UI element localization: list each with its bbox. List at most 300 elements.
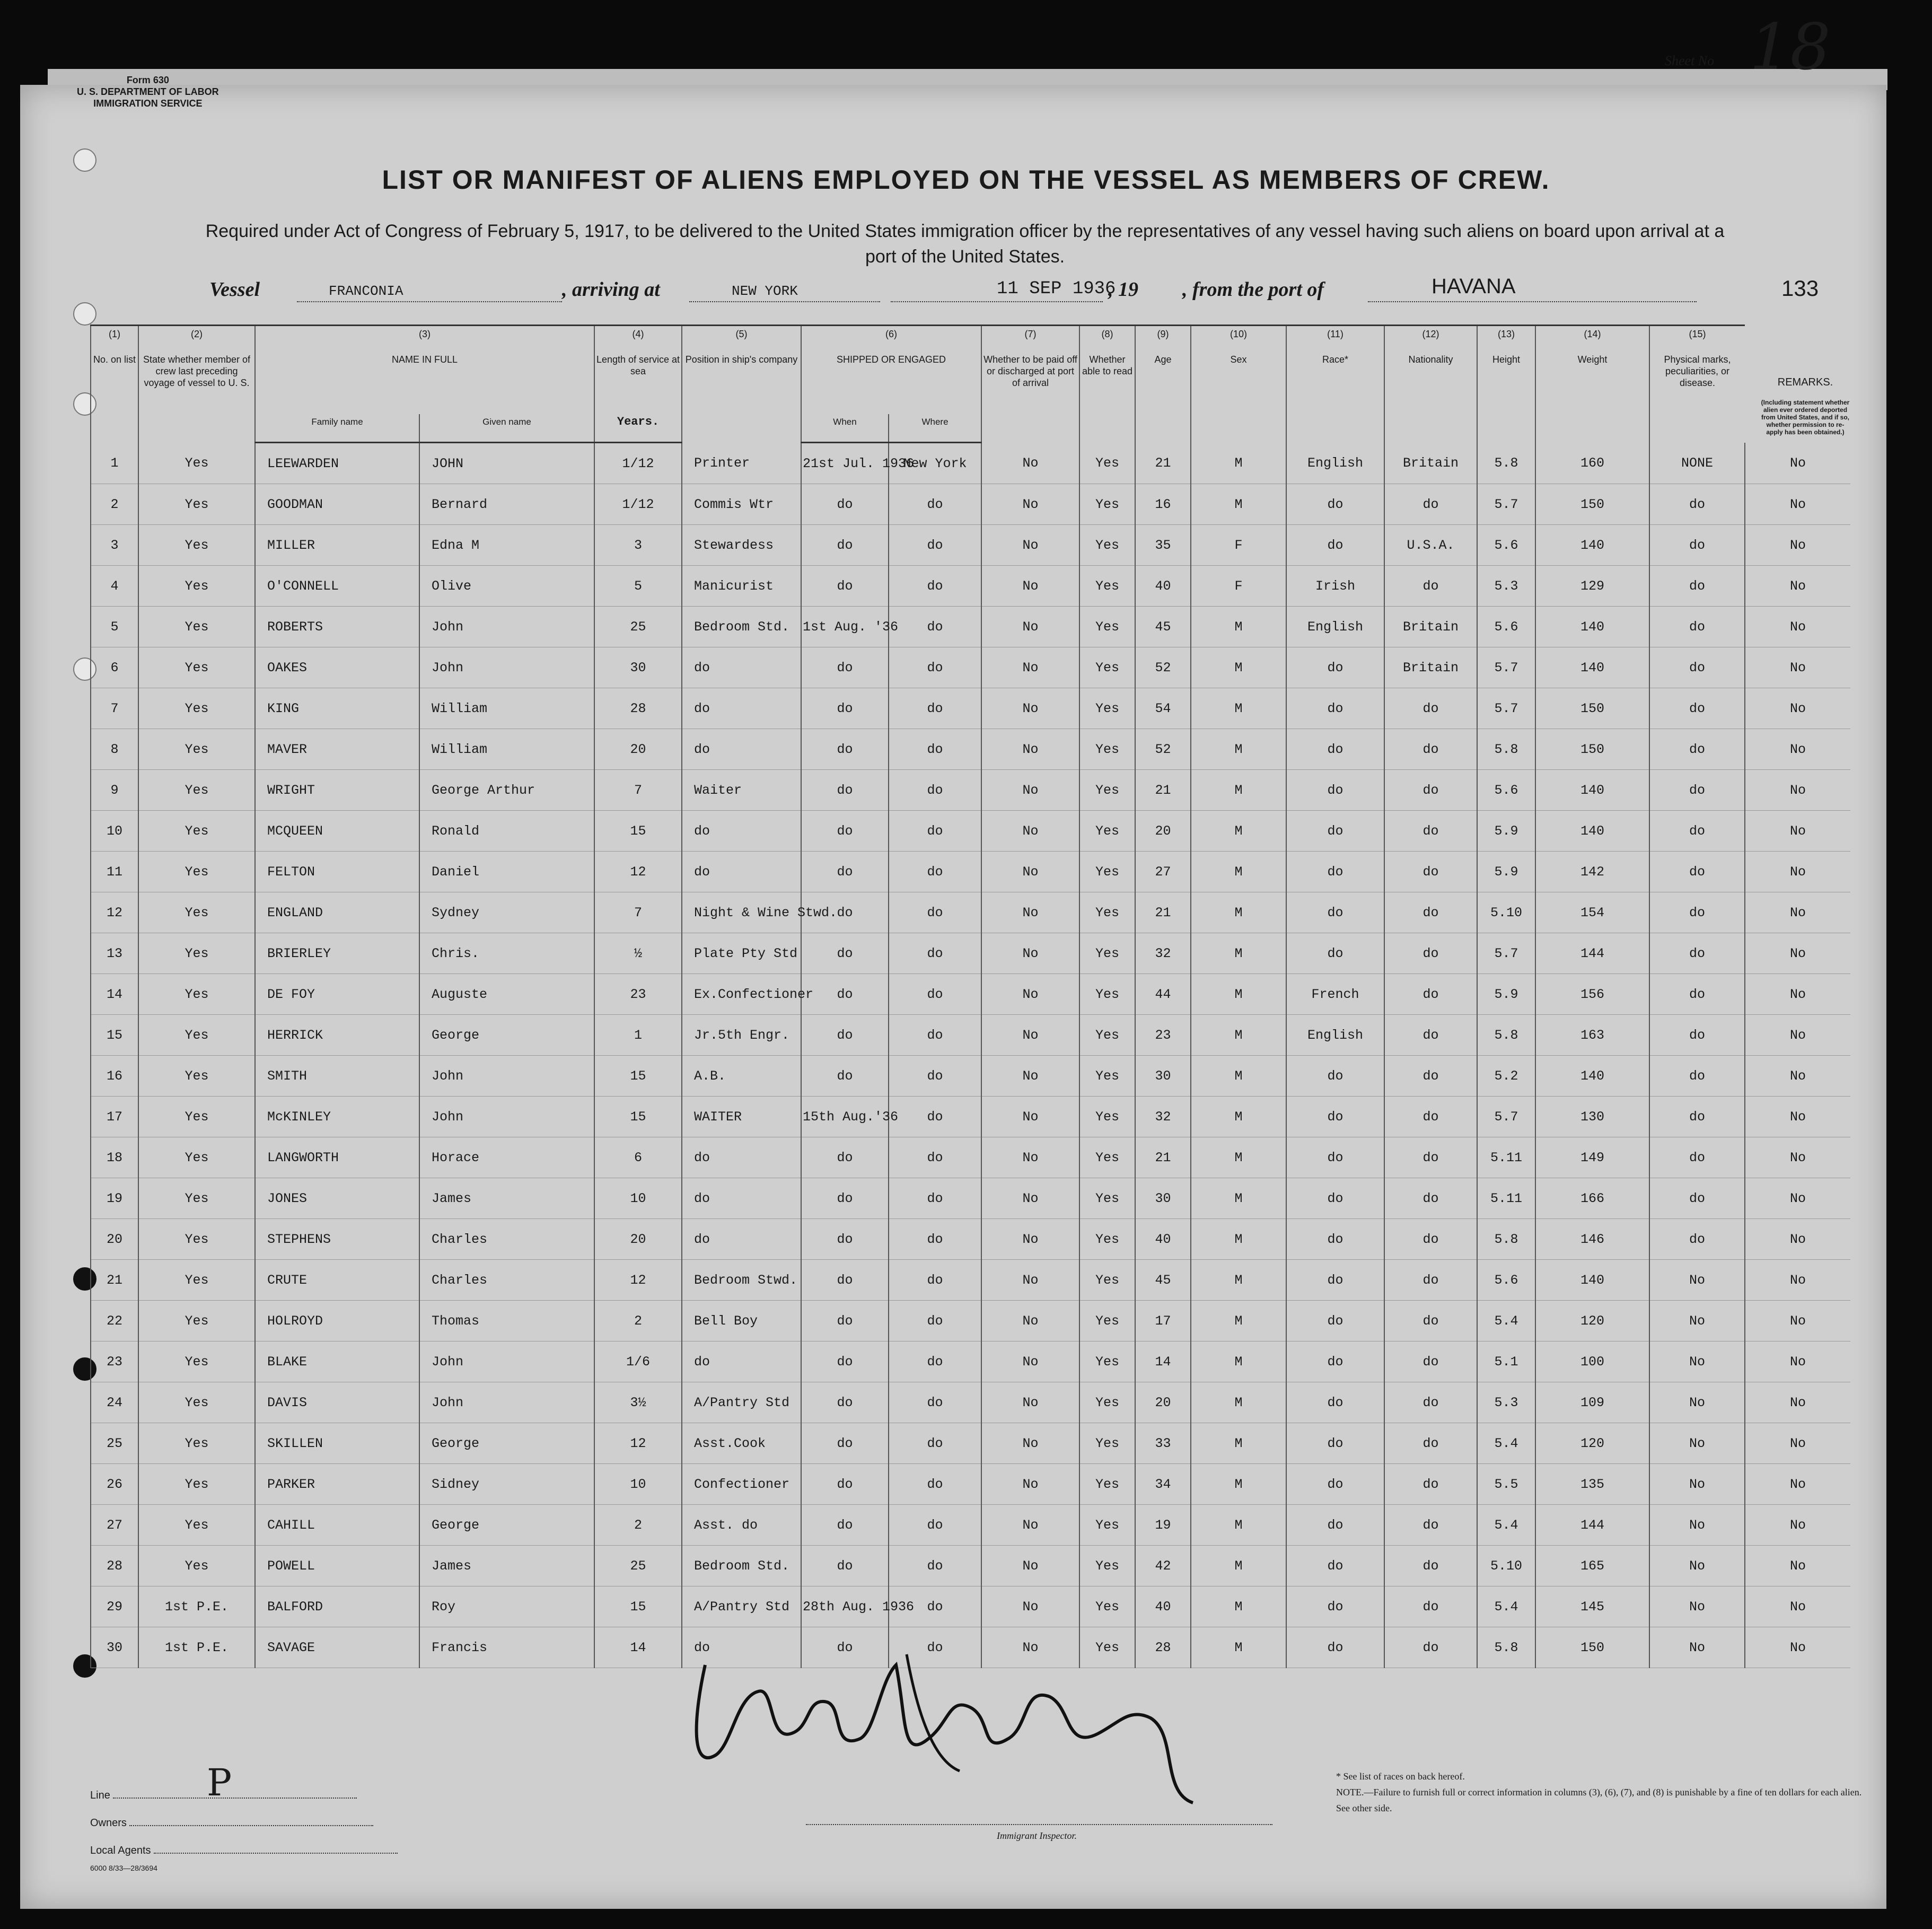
col-num: (14) bbox=[1535, 326, 1649, 352]
cell-when: do bbox=[801, 1464, 889, 1505]
cell-position: A/Pantry Std bbox=[682, 1382, 801, 1423]
sheet-number: 18 bbox=[1750, 11, 1831, 84]
cell-position: Asst.Cook bbox=[682, 1423, 801, 1464]
cell-no: 21 bbox=[91, 1260, 138, 1301]
cell-no: 3 bbox=[91, 525, 138, 566]
table-row bbox=[91, 566, 1850, 607]
cell-race: do bbox=[1286, 1260, 1384, 1301]
col-num: (4) bbox=[594, 326, 682, 352]
cell-remarks: No bbox=[1745, 1015, 1850, 1056]
cell-no: 1 bbox=[91, 443, 138, 484]
cell-read: Yes bbox=[1079, 1137, 1135, 1178]
cell-when: do bbox=[801, 1341, 889, 1382]
cell-weight: 160 bbox=[1535, 443, 1649, 484]
cell-weight: 154 bbox=[1535, 892, 1649, 933]
line-mark: P bbox=[207, 1761, 232, 1804]
cell-age: 44 bbox=[1135, 974, 1191, 1015]
cell-paid: No bbox=[981, 729, 1079, 770]
note-races: * See list of races on back hereof. bbox=[1336, 1771, 1465, 1782]
cell-read: Yes bbox=[1079, 1341, 1135, 1382]
cell-family: SAVAGE bbox=[255, 1627, 419, 1668]
cell-race: do bbox=[1286, 811, 1384, 852]
cell-no: 19 bbox=[91, 1178, 138, 1219]
line-field bbox=[113, 1798, 357, 1799]
cell-family: PARKER bbox=[255, 1464, 419, 1505]
cell-nationality: do bbox=[1384, 484, 1477, 525]
cell-service: 15 bbox=[594, 1097, 682, 1137]
cell-state: Yes bbox=[138, 1341, 255, 1382]
cell-height: 5.6 bbox=[1477, 525, 1535, 566]
cell-position: Manicurist bbox=[682, 566, 801, 607]
cell-state: 1st P.E. bbox=[138, 1586, 255, 1627]
cell-marks: No bbox=[1649, 1505, 1745, 1546]
table-row bbox=[91, 974, 1850, 1015]
cell-weight: 150 bbox=[1535, 1627, 1649, 1668]
cell-age: 34 bbox=[1135, 1464, 1191, 1505]
cell-race: English bbox=[1286, 1015, 1384, 1056]
cell-given: Roy bbox=[419, 1586, 594, 1627]
cell-position: do bbox=[682, 647, 801, 688]
table-row bbox=[91, 1382, 1850, 1423]
cell-position: Plate Pty Std bbox=[682, 933, 801, 974]
cell-sex: M bbox=[1191, 1137, 1286, 1178]
crew-manifest-table bbox=[90, 325, 1850, 1668]
cell-marks: do bbox=[1649, 525, 1745, 566]
cell-state: Yes bbox=[138, 1423, 255, 1464]
header-no-on-list: No. on list bbox=[91, 352, 138, 443]
header-nationality: Nationality bbox=[1384, 352, 1477, 443]
cell-race: do bbox=[1286, 1137, 1384, 1178]
cell-position: WAITER bbox=[682, 1097, 801, 1137]
cell-when: do bbox=[801, 1260, 889, 1301]
cell-marks: do bbox=[1649, 1137, 1745, 1178]
cell-weight: 135 bbox=[1535, 1464, 1649, 1505]
cell-service: 14 bbox=[594, 1627, 682, 1668]
cell-age: 21 bbox=[1135, 892, 1191, 933]
table-row bbox=[91, 1219, 1850, 1260]
footer-notes bbox=[1336, 1768, 1866, 1816]
cell-age: 21 bbox=[1135, 770, 1191, 811]
cell-remarks: No bbox=[1745, 770, 1850, 811]
header-when: When bbox=[801, 414, 889, 443]
cell-nationality: do bbox=[1384, 1219, 1477, 1260]
cell-height: 5.7 bbox=[1477, 484, 1535, 525]
cell-position: Commis Wtr bbox=[682, 484, 801, 525]
cell-service: 30 bbox=[594, 647, 682, 688]
cell-age: 21 bbox=[1135, 1137, 1191, 1178]
cell-age: 40 bbox=[1135, 1586, 1191, 1627]
cell-no: 18 bbox=[91, 1137, 138, 1178]
cell-position: do bbox=[682, 1627, 801, 1668]
cell-family: FELTON bbox=[255, 852, 419, 892]
cell-race: do bbox=[1286, 770, 1384, 811]
cell-height: 5.7 bbox=[1477, 1097, 1535, 1137]
cell-nationality: do bbox=[1384, 1505, 1477, 1546]
header-position: Position in ship's company bbox=[682, 352, 801, 443]
cell-service: 28 bbox=[594, 688, 682, 729]
cell-family: HERRICK bbox=[255, 1015, 419, 1056]
cell-no: 16 bbox=[91, 1056, 138, 1097]
table-row bbox=[91, 1464, 1850, 1505]
cell-state: 1st P.E. bbox=[138, 1627, 255, 1668]
cell-nationality: do bbox=[1384, 729, 1477, 770]
cell-when: do bbox=[801, 1178, 889, 1219]
cell-paid: No bbox=[981, 770, 1079, 811]
cell-sex: M bbox=[1191, 729, 1286, 770]
table-row bbox=[91, 1015, 1850, 1056]
cell-weight: 140 bbox=[1535, 607, 1649, 647]
cell-weight: 144 bbox=[1535, 1505, 1649, 1546]
cell-given: Bernard bbox=[419, 484, 594, 525]
cell-marks: do bbox=[1649, 1015, 1745, 1056]
cell-race: do bbox=[1286, 1382, 1384, 1423]
cell-family: BALFORD bbox=[255, 1586, 419, 1627]
cell-marks: No bbox=[1649, 1341, 1745, 1382]
vessel-name: FRANCONIA bbox=[329, 283, 403, 299]
cell-where: do bbox=[889, 647, 981, 688]
table-row bbox=[91, 852, 1850, 892]
cell-where: do bbox=[889, 811, 981, 852]
col-num: (1) bbox=[91, 326, 138, 352]
col-num: (3) bbox=[255, 326, 594, 352]
cell-where: do bbox=[889, 933, 981, 974]
cell-age: 32 bbox=[1135, 933, 1191, 974]
cell-family: BRIERLEY bbox=[255, 933, 419, 974]
cell-service: 12 bbox=[594, 852, 682, 892]
header-paid-off: Whether to be paid off or discharged at port of arrival bbox=[981, 352, 1079, 443]
arrival-date: 11 SEP 1936 bbox=[997, 279, 1116, 299]
column-number-row bbox=[91, 326, 1850, 352]
cell-state: Yes bbox=[138, 1056, 255, 1097]
cell-where: do bbox=[889, 1301, 981, 1341]
cell-state: Yes bbox=[138, 892, 255, 933]
cell-weight: 130 bbox=[1535, 1097, 1649, 1137]
cell-given: Ronald bbox=[419, 811, 594, 852]
header-able-to-read: Whether able to read bbox=[1079, 352, 1135, 443]
table-row bbox=[91, 1260, 1850, 1301]
cell-position: Waiter bbox=[682, 770, 801, 811]
cell-when: do bbox=[801, 811, 889, 852]
cell-state: Yes bbox=[138, 1464, 255, 1505]
cell-family: ENGLAND bbox=[255, 892, 419, 933]
cell-nationality: do bbox=[1384, 1586, 1477, 1627]
header-shipped-or-engaged: SHIPPED OR ENGAGED bbox=[801, 352, 981, 414]
cell-when: 15th Aug.'36 bbox=[801, 1097, 889, 1137]
cell-given: Olive bbox=[419, 566, 594, 607]
cell-where: do bbox=[889, 1137, 981, 1178]
cell-family: SMITH bbox=[255, 1056, 419, 1097]
cell-marks: do bbox=[1649, 1178, 1745, 1219]
cell-no: 8 bbox=[91, 729, 138, 770]
cell-age: 21 bbox=[1135, 443, 1191, 484]
cell-sex: M bbox=[1191, 1627, 1286, 1668]
cell-weight: 150 bbox=[1535, 484, 1649, 525]
cell-no: 15 bbox=[91, 1015, 138, 1056]
cell-marks: No bbox=[1649, 1382, 1745, 1423]
cell-age: 40 bbox=[1135, 566, 1191, 607]
cell-weight: 129 bbox=[1535, 566, 1649, 607]
cell-service: 5 bbox=[594, 566, 682, 607]
cell-given: JOHN bbox=[419, 443, 594, 484]
cell-height: 5.2 bbox=[1477, 1056, 1535, 1097]
cell-when: do bbox=[801, 1056, 889, 1097]
cell-paid: No bbox=[981, 566, 1079, 607]
cell-remarks: No bbox=[1745, 443, 1850, 484]
cell-when: do bbox=[801, 933, 889, 974]
cell-race: do bbox=[1286, 1586, 1384, 1627]
cell-remarks: No bbox=[1745, 974, 1850, 1015]
cell-family: BLAKE bbox=[255, 1341, 419, 1382]
cell-height: 5.7 bbox=[1477, 647, 1535, 688]
cell-read: Yes bbox=[1079, 566, 1135, 607]
cell-height: 5.6 bbox=[1477, 770, 1535, 811]
cell-height: 5.4 bbox=[1477, 1423, 1535, 1464]
cell-given: Sydney bbox=[419, 892, 594, 933]
cell-no: 26 bbox=[91, 1464, 138, 1505]
cell-height: 5.8 bbox=[1477, 729, 1535, 770]
cell-when: do bbox=[801, 852, 889, 892]
cell-family: O'CONNELL bbox=[255, 566, 419, 607]
cell-where: do bbox=[889, 566, 981, 607]
cell-no: 20 bbox=[91, 1219, 138, 1260]
cell-state: Yes bbox=[138, 688, 255, 729]
cell-read: Yes bbox=[1079, 933, 1135, 974]
cell-nationality: Britain bbox=[1384, 443, 1477, 484]
cell-family: DAVIS bbox=[255, 1382, 419, 1423]
cell-race: do bbox=[1286, 484, 1384, 525]
cell-sex: M bbox=[1191, 770, 1286, 811]
cell-height: 5.8 bbox=[1477, 1627, 1535, 1668]
cell-where: do bbox=[889, 852, 981, 892]
cell-service: 15 bbox=[594, 1056, 682, 1097]
cell-when: do bbox=[801, 892, 889, 933]
cell-sex: M bbox=[1191, 811, 1286, 852]
cell-marks: do bbox=[1649, 566, 1745, 607]
cell-given: John bbox=[419, 607, 594, 647]
column-header-row bbox=[91, 352, 1850, 414]
cell-state: Yes bbox=[138, 484, 255, 525]
cell-paid: No bbox=[981, 1137, 1079, 1178]
cell-where: do bbox=[889, 1586, 981, 1627]
cell-sex: M bbox=[1191, 647, 1286, 688]
cell-remarks: No bbox=[1745, 1219, 1850, 1260]
cell-weight: 142 bbox=[1535, 852, 1649, 892]
cell-age: 16 bbox=[1135, 484, 1191, 525]
cell-service: 15 bbox=[594, 811, 682, 852]
cell-nationality: do bbox=[1384, 566, 1477, 607]
cell-age: 52 bbox=[1135, 647, 1191, 688]
cell-marks: No bbox=[1649, 1260, 1745, 1301]
col-num: (12) bbox=[1384, 326, 1477, 352]
cell-remarks: No bbox=[1745, 1586, 1850, 1627]
cell-weight: 140 bbox=[1535, 811, 1649, 852]
cell-weight: 150 bbox=[1535, 688, 1649, 729]
cell-marks: No bbox=[1649, 1586, 1745, 1627]
cell-service: 2 bbox=[594, 1505, 682, 1546]
cell-service: 1/12 bbox=[594, 484, 682, 525]
cell-position: do bbox=[682, 811, 801, 852]
cell-paid: No bbox=[981, 443, 1079, 484]
owners-field bbox=[129, 1825, 373, 1826]
cell-state: Yes bbox=[138, 443, 255, 484]
cell-marks: do bbox=[1649, 607, 1745, 647]
cell-service: 23 bbox=[594, 974, 682, 1015]
header-height: Height bbox=[1477, 352, 1535, 443]
cell-state: Yes bbox=[138, 1301, 255, 1341]
cell-read: Yes bbox=[1079, 1097, 1135, 1137]
header-years: Years. bbox=[594, 414, 682, 443]
page-number: 133 bbox=[1781, 276, 1819, 301]
cell-paid: No bbox=[981, 1301, 1079, 1341]
cell-race: do bbox=[1286, 1056, 1384, 1097]
header-sex: Sex bbox=[1191, 352, 1286, 443]
cell-race: do bbox=[1286, 1097, 1384, 1137]
cell-paid: No bbox=[981, 852, 1079, 892]
cell-read: Yes bbox=[1079, 647, 1135, 688]
table-row bbox=[91, 892, 1850, 933]
cell-when: 28th Aug. 1936 bbox=[801, 1586, 889, 1627]
cell-remarks: No bbox=[1745, 1137, 1850, 1178]
inspector-caption: Immigrant Inspector. bbox=[997, 1830, 1077, 1841]
cell-sex: M bbox=[1191, 1382, 1286, 1423]
table-row bbox=[91, 1178, 1850, 1219]
cell-marks: do bbox=[1649, 647, 1745, 688]
col-num: (2) bbox=[138, 326, 255, 352]
cell-where: do bbox=[889, 1505, 981, 1546]
cell-sex: M bbox=[1191, 1546, 1286, 1586]
cell-marks: No bbox=[1649, 1464, 1745, 1505]
cell-age: 45 bbox=[1135, 607, 1191, 647]
from-port: HAVANA bbox=[1432, 275, 1516, 298]
cell-position: do bbox=[682, 688, 801, 729]
cell-service: 3½ bbox=[594, 1382, 682, 1423]
col-num: (10) bbox=[1191, 326, 1286, 352]
cell-nationality: do bbox=[1384, 1015, 1477, 1056]
header-age: Age bbox=[1135, 352, 1191, 443]
cell-position: A/Pantry Std bbox=[682, 1586, 801, 1627]
cell-read: Yes bbox=[1079, 729, 1135, 770]
cell-position: do bbox=[682, 852, 801, 892]
table-row bbox=[91, 484, 1850, 525]
cell-position: Bell Boy bbox=[682, 1301, 801, 1341]
cell-given: Chris. bbox=[419, 933, 594, 974]
cell-where: do bbox=[889, 1627, 981, 1668]
cell-paid: No bbox=[981, 1178, 1079, 1219]
cell-no: 22 bbox=[91, 1301, 138, 1341]
cell-marks: do bbox=[1649, 892, 1745, 933]
cell-race: do bbox=[1286, 1546, 1384, 1586]
col-num: (6) bbox=[801, 326, 981, 352]
cell-no: 25 bbox=[91, 1423, 138, 1464]
cell-weight: 149 bbox=[1535, 1137, 1649, 1178]
cell-race: do bbox=[1286, 1341, 1384, 1382]
cell-given: Sidney bbox=[419, 1464, 594, 1505]
cell-given: James bbox=[419, 1546, 594, 1586]
cell-age: 33 bbox=[1135, 1423, 1191, 1464]
cell-read: Yes bbox=[1079, 1260, 1135, 1301]
cell-remarks: No bbox=[1745, 1627, 1850, 1668]
cell-read: Yes bbox=[1079, 1464, 1135, 1505]
cell-service: 12 bbox=[594, 1423, 682, 1464]
cell-when: 21st Jul. 1936 bbox=[801, 443, 889, 484]
cell-marks: do bbox=[1649, 933, 1745, 974]
agents-label: Local Agents bbox=[90, 1845, 151, 1856]
cell-weight: 140 bbox=[1535, 1056, 1649, 1097]
cell-race: French bbox=[1286, 974, 1384, 1015]
table-row bbox=[91, 688, 1850, 729]
cell-family: KING bbox=[255, 688, 419, 729]
cell-remarks: No bbox=[1745, 852, 1850, 892]
cell-read: Yes bbox=[1079, 1056, 1135, 1097]
cell-sex: M bbox=[1191, 1260, 1286, 1301]
cell-age: 35 bbox=[1135, 525, 1191, 566]
cell-age: 54 bbox=[1135, 688, 1191, 729]
cell-service: 10 bbox=[594, 1464, 682, 1505]
vessel-line bbox=[0, 275, 1932, 304]
footer bbox=[90, 1761, 398, 1872]
cell-position: do bbox=[682, 1219, 801, 1260]
cell-sex: F bbox=[1191, 566, 1286, 607]
table-row bbox=[91, 1097, 1850, 1137]
header-state-whether: State whether member of crew last preceding voyage of vessel to U. S. bbox=[138, 352, 255, 443]
cell-sex: M bbox=[1191, 892, 1286, 933]
header-weight: Weight bbox=[1535, 352, 1649, 443]
cell-read: Yes bbox=[1079, 892, 1135, 933]
cell-read: Yes bbox=[1079, 770, 1135, 811]
cell-no: 12 bbox=[91, 892, 138, 933]
cell-remarks: No bbox=[1745, 484, 1850, 525]
cell-read: Yes bbox=[1079, 1505, 1135, 1546]
cell-height: 5.4 bbox=[1477, 1301, 1535, 1341]
footer-agents bbox=[90, 1837, 398, 1864]
cell-height: 5.10 bbox=[1477, 892, 1535, 933]
table-row bbox=[91, 443, 1850, 484]
cell-race: do bbox=[1286, 688, 1384, 729]
cell-nationality: do bbox=[1384, 852, 1477, 892]
cell-given: John bbox=[419, 1382, 594, 1423]
cell-when: do bbox=[801, 525, 889, 566]
cell-nationality: do bbox=[1384, 1097, 1477, 1137]
cell-no: 14 bbox=[91, 974, 138, 1015]
cell-family: MAVER bbox=[255, 729, 419, 770]
cell-remarks: No bbox=[1745, 1056, 1850, 1097]
cell-where: do bbox=[889, 1260, 981, 1301]
cell-sex: M bbox=[1191, 1586, 1286, 1627]
cell-height: 5.8 bbox=[1477, 443, 1535, 484]
cell-given: John bbox=[419, 1097, 594, 1137]
cell-when: do bbox=[801, 647, 889, 688]
cell-paid: No bbox=[981, 484, 1079, 525]
cell-marks: do bbox=[1649, 852, 1745, 892]
table-row bbox=[91, 1546, 1850, 1586]
cell-no: 30 bbox=[91, 1627, 138, 1668]
from-label: , from the port of bbox=[1182, 278, 1324, 301]
cell-when: do bbox=[801, 1219, 889, 1260]
cell-paid: No bbox=[981, 525, 1079, 566]
cell-position: Bedroom Stwd. bbox=[682, 1260, 801, 1301]
cell-sex: M bbox=[1191, 1423, 1286, 1464]
cell-age: 23 bbox=[1135, 1015, 1191, 1056]
col-num: (8) bbox=[1079, 326, 1135, 352]
cell-nationality: do bbox=[1384, 1423, 1477, 1464]
cell-marks: do bbox=[1649, 811, 1745, 852]
cell-remarks: No bbox=[1745, 1546, 1850, 1586]
cell-race: do bbox=[1286, 1505, 1384, 1546]
cell-when: do bbox=[801, 1423, 889, 1464]
cell-sex: M bbox=[1191, 1219, 1286, 1260]
agents-field bbox=[154, 1853, 398, 1854]
cell-position: do bbox=[682, 1341, 801, 1382]
